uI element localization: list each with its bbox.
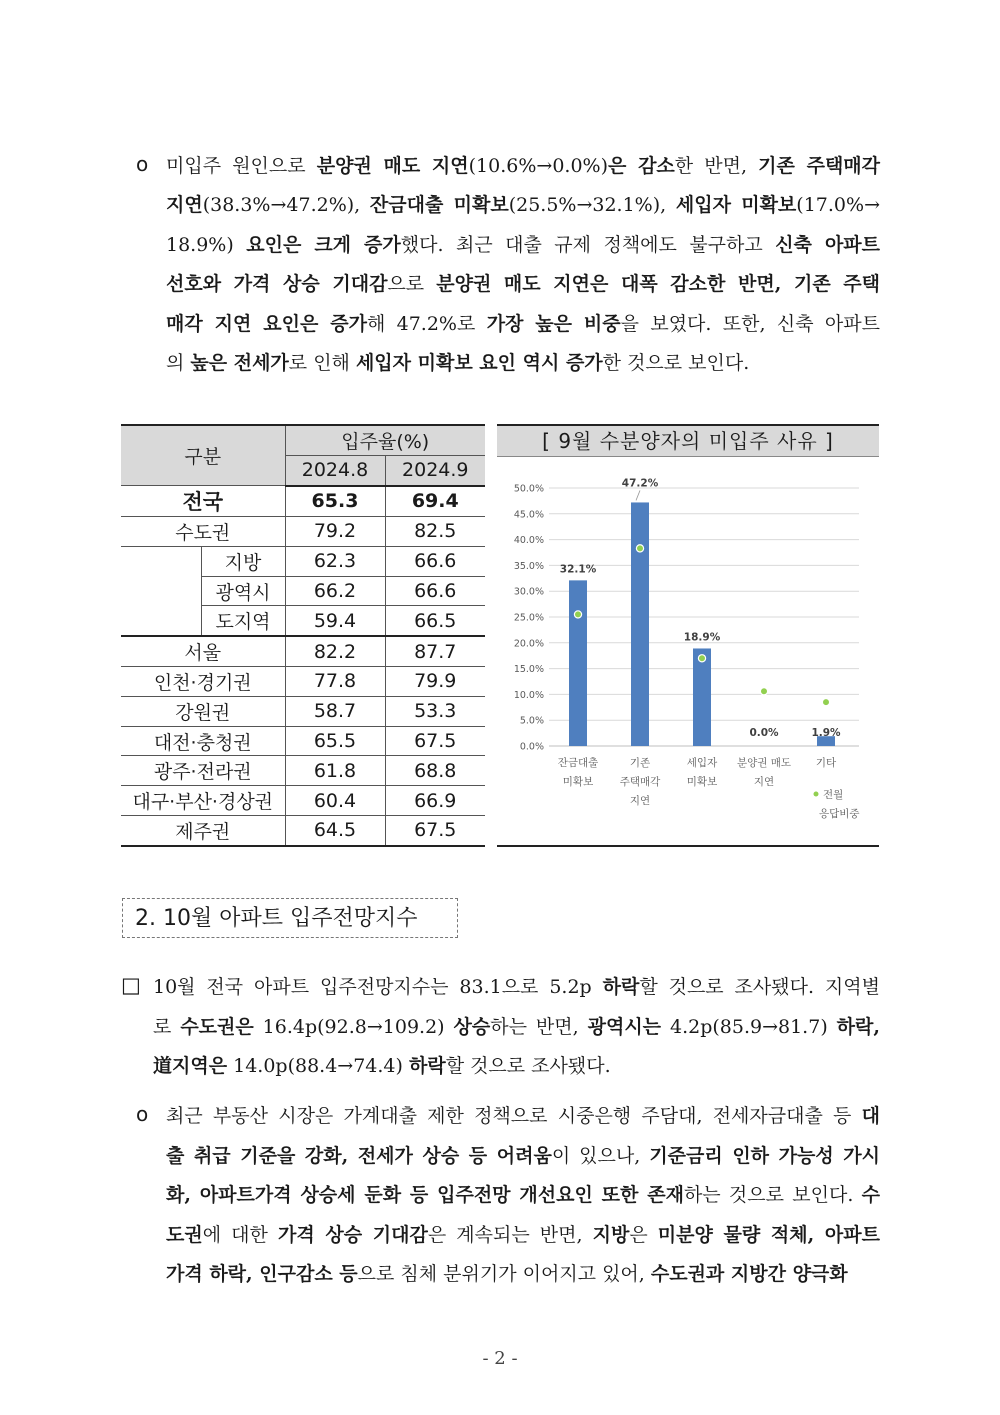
- text-run: 대: [861, 1105, 880, 1127]
- text-run: 미분양 물량 적체, 아파트: [657, 1224, 880, 1246]
- table-row: [121, 667, 485, 697]
- text-run: 가격 상승 기대감: [277, 1224, 428, 1246]
- x-tick-label: 기타: [815, 757, 837, 769]
- text-run: 은 계속되는 반면,: [427, 1224, 593, 1246]
- text-run: 道지역은: [153, 1055, 228, 1077]
- y-tick-label: 35.0%: [513, 560, 544, 572]
- cell-value: 79.2: [285, 517, 385, 547]
- row-label: 광역시: [201, 576, 285, 606]
- text-run: 분양권 매도 지연은 대폭 감소한 반면, 기존 주택: [436, 273, 881, 295]
- bar: [693, 648, 711, 746]
- cell-value: 61.8: [285, 756, 385, 786]
- text-line: [166, 1259, 880, 1286]
- text-line: [153, 1051, 880, 1078]
- text-run: 가격 하락, 인구감소 등: [166, 1263, 358, 1285]
- bullet-marker: o: [136, 152, 149, 176]
- text-run: 가장 높은 비중: [486, 313, 621, 335]
- leader-line: [636, 490, 640, 500]
- x-tick-label: 세입자: [686, 757, 718, 769]
- prev-month-marker: [760, 688, 767, 695]
- x-tick-label: 미확보: [686, 776, 718, 788]
- table-row: [121, 726, 485, 756]
- cell-value: 66.6: [385, 576, 485, 606]
- text-run: 로 인해: [288, 352, 356, 374]
- cell-value: 82.5: [385, 517, 485, 547]
- text-run: 으로 침체 분위기가 이어지고 있어,: [357, 1263, 651, 1285]
- text-line: [153, 972, 880, 999]
- data-label: 47.2%: [621, 477, 659, 490]
- text-run: 높은 전세가: [190, 352, 289, 374]
- y-tick-label: 5.0%: [519, 715, 544, 727]
- bullet-marker: o: [136, 1102, 149, 1126]
- cell-value: 65.5: [285, 726, 385, 756]
- text-run: 14.0p(88.4→74.4): [227, 1055, 409, 1077]
- text-run: 수도권과 지방간 양극화: [650, 1263, 848, 1285]
- text-line: [166, 1180, 880, 1207]
- text-run: (10.6%→0.0%): [468, 155, 609, 177]
- legend-label: 전월: [823, 789, 844, 801]
- header-category: 구분: [121, 425, 285, 486]
- text-line: [166, 309, 880, 336]
- text-line: [166, 230, 880, 257]
- row-label: 도지역: [201, 606, 285, 636]
- text-line: [166, 348, 880, 375]
- text-run: 한 반면,: [674, 155, 759, 177]
- data-label: 0.0%: [749, 727, 779, 739]
- cell-value: 53.3: [385, 696, 485, 726]
- cell-value: 60.4: [285, 786, 385, 816]
- table-row: [121, 636, 485, 666]
- text-run: 이 있으나,: [551, 1145, 650, 1167]
- prev-month-marker: [698, 655, 705, 662]
- row-label: 지방: [201, 546, 285, 576]
- y-tick-label: 0.0%: [519, 741, 544, 753]
- cell-value: 69.4: [385, 486, 485, 517]
- table-row: [121, 546, 485, 576]
- text-run: 10월 전국 아파트 입주전망지수는 83.1으로 5.2p: [153, 976, 603, 998]
- page-number: - 2 -: [482, 1348, 518, 1369]
- text-run: 수도권은: [180, 1016, 254, 1038]
- text-line: [166, 151, 880, 178]
- y-tick-label: 50.0%: [513, 483, 544, 495]
- text-run: 선호와 가격 상승 기대감: [166, 273, 388, 295]
- row-label: 광주·전라권: [121, 756, 285, 786]
- bar: [569, 580, 587, 746]
- cell-value: 59.4: [285, 606, 385, 636]
- row-label: 대전·충청권: [121, 726, 285, 756]
- table-row: [121, 486, 485, 517]
- row-label: 강원권: [121, 696, 285, 726]
- text-run: 신축 아파트: [775, 234, 881, 256]
- text-run: 수: [861, 1184, 880, 1206]
- text-run: 매각 지연 요인은 증가: [166, 313, 367, 335]
- text-run: 할 것으로 조사됐다. 지역별: [639, 976, 880, 998]
- text-line: [166, 1101, 880, 1128]
- header-2024-9: 2024.9: [385, 455, 485, 485]
- text-line: [153, 1012, 880, 1039]
- x-tick-label: 주택매각: [619, 776, 661, 788]
- text-run: 분양권 매도 지연: [316, 155, 469, 177]
- cell-value: 77.8: [285, 667, 385, 697]
- y-tick-label: 45.0%: [513, 509, 544, 521]
- text-run: 하락: [602, 976, 640, 998]
- text-line: [166, 190, 880, 217]
- unsold-reasons-chart: [497, 424, 879, 847]
- y-tick-label: 15.0%: [513, 664, 544, 676]
- text-run: 기준금리 인하 가능성 가시: [649, 1145, 880, 1167]
- text-run: 16.4p(92.8→109.2): [253, 1016, 454, 1038]
- text-run: 광역시는: [587, 1016, 662, 1038]
- x-tick-label: 미확보: [562, 776, 594, 788]
- text-run: 을 보였다. 또한, 신축 아파트: [620, 313, 880, 335]
- header-2024-8: 2024.8: [285, 455, 385, 485]
- text-run: 하락: [408, 1055, 446, 1077]
- x-tick-label: 지연: [629, 795, 651, 807]
- text-run: 상승: [453, 1016, 491, 1038]
- prev-month-marker: [636, 545, 643, 552]
- text-run: 했다. 최근 대출 규제 정책에도 불구하고: [400, 234, 776, 256]
- text-run: 18.9%): [166, 234, 247, 256]
- occupancy-rate-table: [121, 424, 485, 847]
- legend-marker: [814, 792, 819, 797]
- cell-value: 66.2: [285, 576, 385, 606]
- text-run: (17.0%→: [796, 194, 880, 216]
- chart-canvas: [497, 458, 879, 843]
- x-tick-label: 기존: [629, 757, 651, 769]
- text-run: 지연: [166, 194, 203, 216]
- text-run: 출 취급 기준을 강화, 전세가 상승 등 어려움: [166, 1145, 552, 1167]
- x-tick-label: 잔금대출: [557, 757, 599, 769]
- cell-value: 66.9: [385, 786, 485, 816]
- cell-value: 62.3: [285, 546, 385, 576]
- text-run: 의: [166, 352, 191, 374]
- data-label: 32.1%: [559, 563, 597, 576]
- table-row: [121, 816, 485, 846]
- table-row: [121, 517, 485, 547]
- row-label: 제주권: [121, 816, 285, 846]
- text-line: [166, 1220, 880, 1247]
- text-run: 하는 것으로 보인다.: [683, 1184, 862, 1206]
- header-occupancy-rate: 입주율(%): [285, 425, 485, 455]
- row-label: 대구·부산·경상권: [121, 786, 285, 816]
- text-run: 세입자 미확보: [675, 194, 797, 216]
- text-run: 한 것으로 보인다.: [602, 352, 750, 374]
- text-run: (38.3%→47.2%),: [202, 194, 370, 216]
- cell-value: 82.2: [285, 636, 385, 666]
- text-run: 잔금대출 미확보: [369, 194, 509, 216]
- text-run: (25.5%→32.1%),: [508, 194, 676, 216]
- table-row: [121, 696, 485, 726]
- text-run: 4.2p(85.9→81.7): [661, 1016, 837, 1038]
- text-run: 최근 부동산 시장은 가계대출 제한 정책으로 시중은행 주담대, 전세자금대출 등: [166, 1105, 862, 1127]
- y-tick-label: 20.0%: [513, 638, 544, 650]
- text-run: 으로: [387, 273, 437, 295]
- x-tick-label: 지연: [753, 776, 775, 788]
- cell-value: 67.5: [385, 816, 485, 846]
- cell-value: 66.6: [385, 546, 485, 576]
- data-label: 1.9%: [811, 727, 841, 739]
- text-run: 하락,: [836, 1016, 880, 1038]
- text-run: 은: [629, 1224, 658, 1246]
- text-run: 할 것으로 조사됐다.: [445, 1055, 611, 1077]
- y-tick-label: 30.0%: [513, 586, 544, 598]
- text-run: 기존 주택매각: [758, 155, 881, 177]
- y-tick-label: 40.0%: [513, 535, 544, 547]
- cell-value: 64.5: [285, 816, 385, 846]
- y-tick-label: 10.0%: [513, 689, 544, 701]
- cell-value: 65.3: [285, 486, 385, 517]
- row-label: 수도권: [121, 517, 285, 547]
- text-line: [166, 1141, 880, 1168]
- table-row: [121, 756, 485, 786]
- text-run: 로: [153, 1016, 181, 1038]
- cell-value: 87.7: [385, 636, 485, 666]
- checkbox-marker: □: [121, 973, 141, 997]
- y-tick-label: 25.0%: [513, 612, 544, 624]
- text-run: 세입자 미확보 요인 역시 증가: [355, 352, 603, 374]
- text-run: 도권: [166, 1224, 203, 1246]
- chart-title: [ 9월 수분양자의 미입주 사유 ]: [497, 426, 879, 457]
- row-label: 인천·경기권: [121, 667, 285, 697]
- text-run: 해 47.2%로: [366, 313, 487, 335]
- text-run: 은 감소: [608, 155, 675, 177]
- indent-cell: [121, 546, 201, 636]
- cell-value: 66.5: [385, 606, 485, 636]
- section-heading: 2. 10월 아파트 입주전망지수: [122, 898, 458, 938]
- prev-month-marker: [574, 611, 581, 618]
- row-label: 서울: [121, 636, 285, 666]
- text-run: 지방: [592, 1224, 630, 1246]
- cell-value: 68.8: [385, 756, 485, 786]
- data-label: 18.9%: [683, 631, 721, 644]
- cell-value: 58.7: [285, 696, 385, 726]
- bar: [631, 502, 649, 746]
- text-run: 요인은 크게 증가: [246, 234, 401, 256]
- table-row: [121, 786, 485, 816]
- legend-label: 응답비중: [819, 808, 860, 820]
- text-line: [166, 269, 880, 296]
- cell-value: 79.9: [385, 667, 485, 697]
- text-run: 하는 반면,: [490, 1016, 588, 1038]
- x-tick-label: 분양권 매도: [736, 757, 792, 769]
- text-run: 화, 아파트가격 상승세 둔화 등 입주전망 개선요인 또한 존재: [166, 1184, 684, 1206]
- row-label: 전국: [121, 486, 285, 517]
- text-run: 에 대한: [202, 1224, 278, 1246]
- cell-value: 67.5: [385, 726, 485, 756]
- text-run: 미입주 원인으로: [166, 155, 317, 177]
- prev-month-marker: [822, 699, 829, 706]
